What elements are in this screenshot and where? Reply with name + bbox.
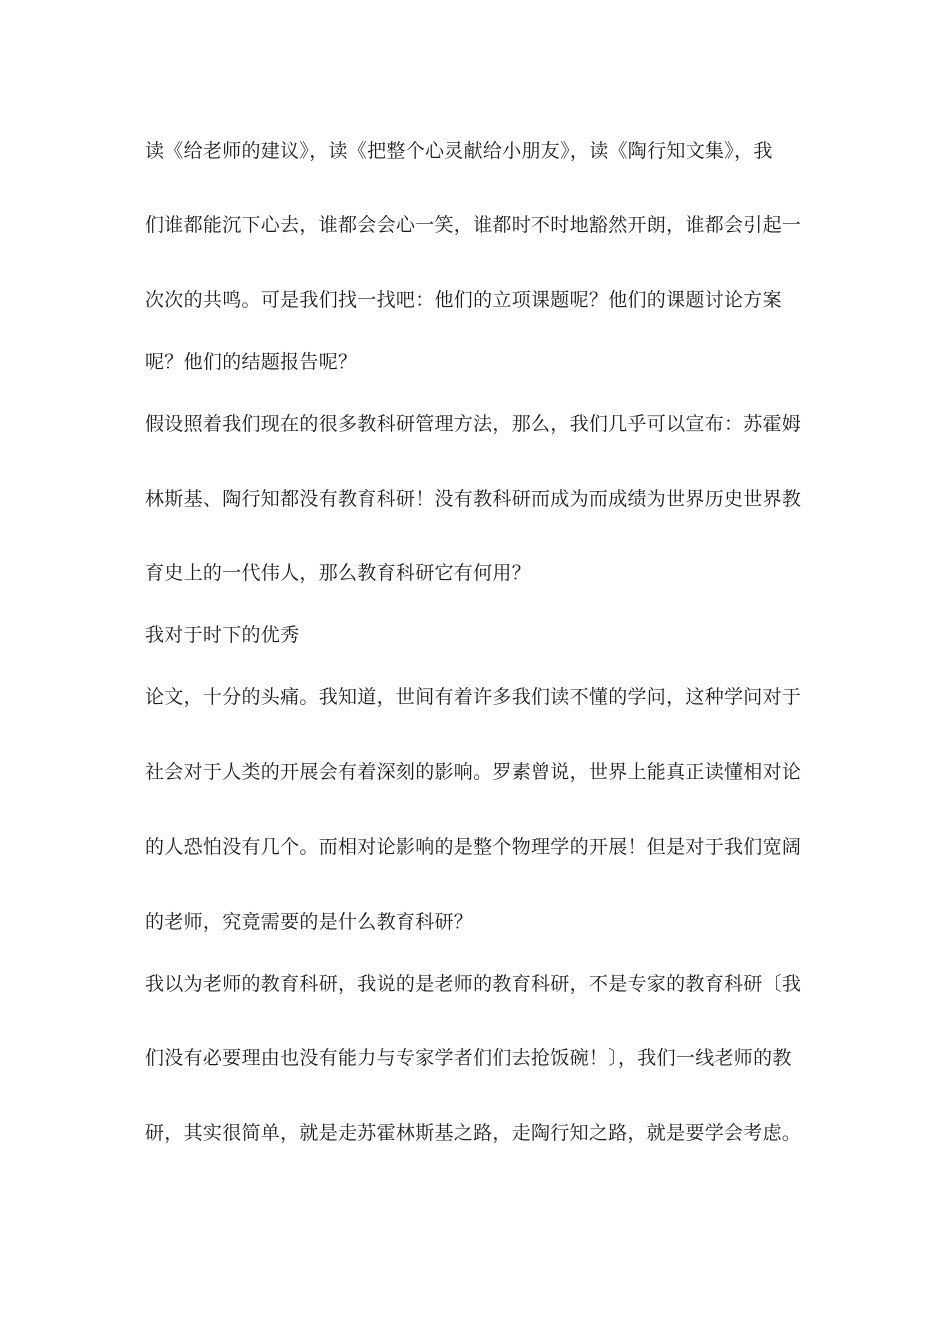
text-line: 育史上的一代伟人，那么教育科研它有何用？ [145, 562, 532, 584]
text-line: 们谁都能沉下心去，谁都会会心一笑，谁都时不时地豁然开朗，谁都会引起一 [145, 214, 802, 236]
text-line: 读《给老师的建议》，读《把整个心灵献给小朋友》，读《陶行知文集》，我 [145, 140, 773, 162]
text-line: 次次的共鸣。可是我们找一找吧：他们的立项课题呢？他们的课题讨论方案 [145, 289, 782, 311]
text-line: 社会对于人类的开展会有着深刻的影响。罗素曾说，世界上能真正读懂相对论 [145, 761, 802, 783]
text-line: 林斯基、陶行知都没有教育科研！没有教科研而成为而成绩为世界历史世界教 [145, 488, 802, 510]
text-line: 论文，十分的头痛。我知道，世间有着许多我们读不懂的学问，这种学问对于 [145, 686, 802, 708]
text-line: 我对于时下的优秀 [145, 624, 300, 646]
text-line: 研，其实很简单，就是走苏霍林斯基之路，走陶行知之路，就是要学会考虑。 [145, 1122, 802, 1144]
text-line: 我以为老师的教育科研，我说的是老师的教育科研，不是专家的教育科研〔我 [145, 973, 802, 995]
text-line: 的人恐怕没有几个。而相对论影响的是整个物理学的开展！但是对于我们宽阔 [145, 836, 802, 858]
text-line: 的老师，究竟需要的是什么教育科研？ [145, 911, 474, 933]
text-line: 呢？他们的结题报告呢？ [145, 351, 358, 373]
text-line: 们没有必要理由也没有能力与专家学者们们去抢饭碗！〕，我们一线老师的教 [145, 1047, 792, 1069]
text-line: 假设照着我们现在的很多教科研管理方法，那么，我们几乎可以宣布：苏霍姆 [145, 413, 802, 435]
